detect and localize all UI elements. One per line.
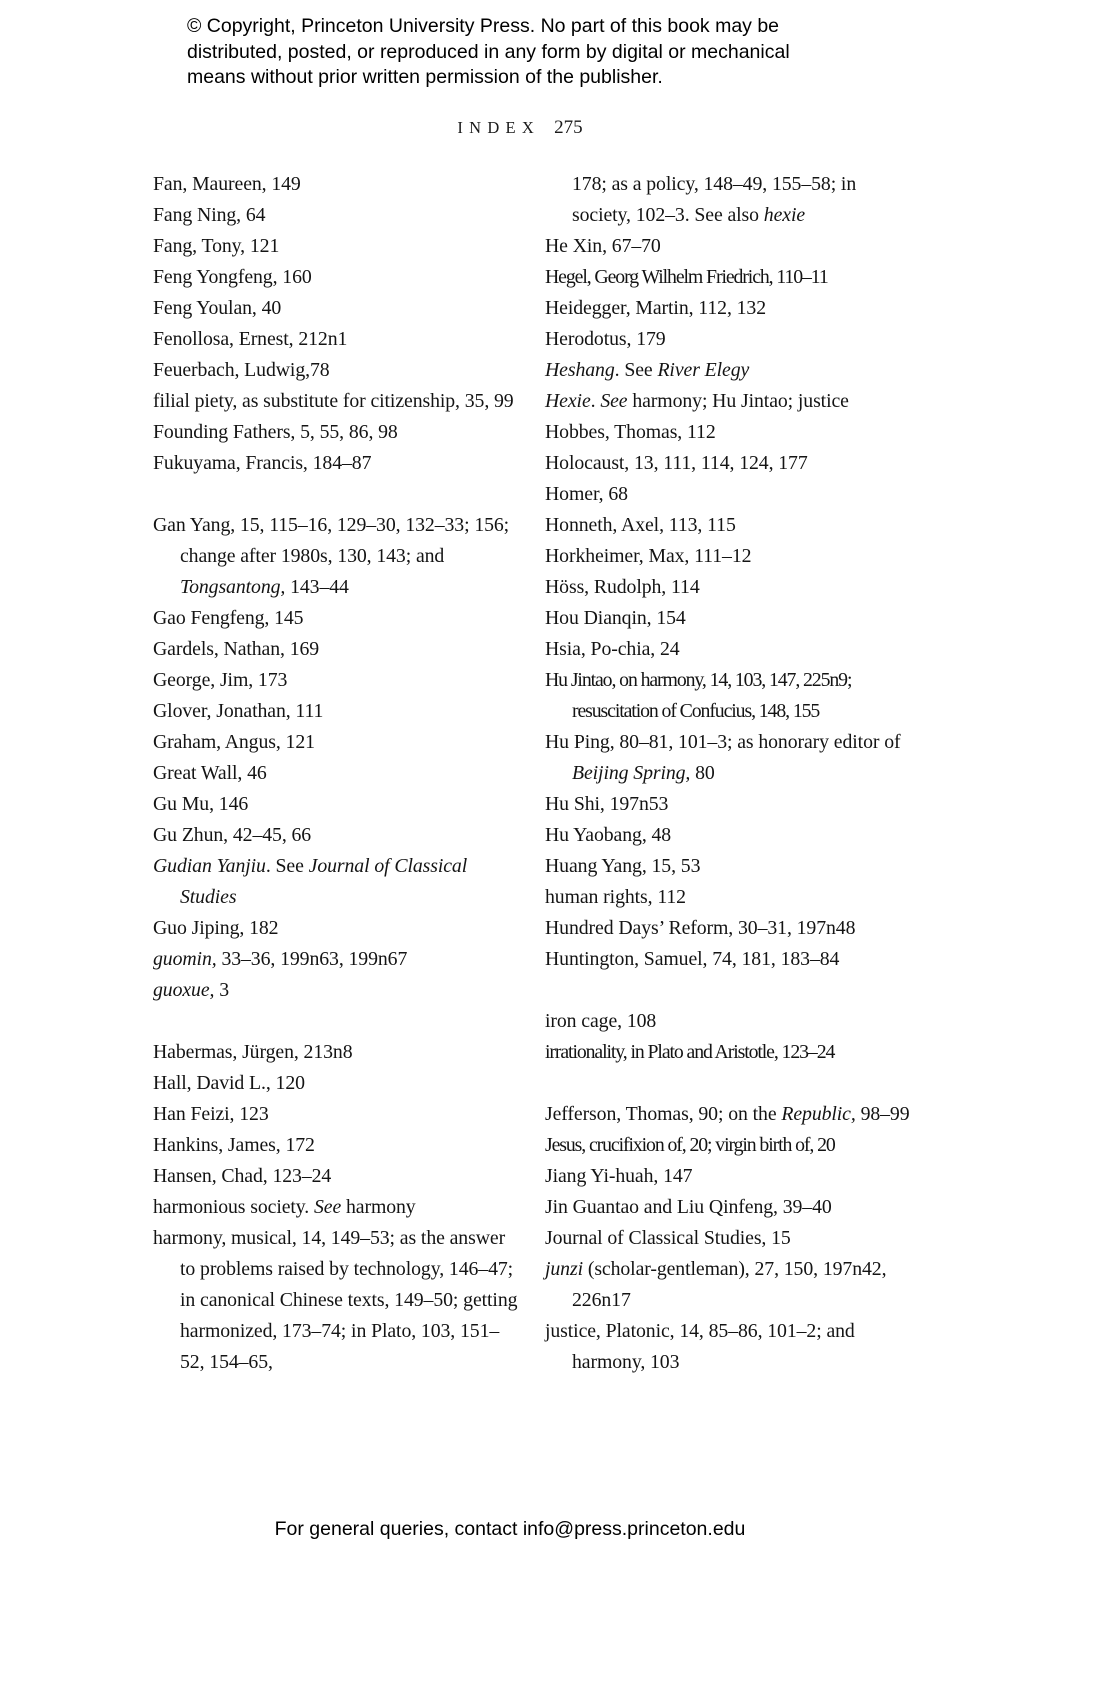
index-entry xyxy=(153,1130,519,1161)
entry-segment: Glover, Jonathan, 111 xyxy=(153,699,324,722)
index-entry xyxy=(545,944,911,975)
index-entry xyxy=(153,820,519,851)
entry-segment: Heshang xyxy=(545,358,615,381)
entry-segment: He Xin, 67–70 xyxy=(545,234,661,257)
entry-segment: George, Jim, 173 xyxy=(153,668,288,691)
index-entry xyxy=(545,1192,911,1223)
index-entry xyxy=(153,851,519,913)
index-entry xyxy=(545,1099,911,1130)
entry-segment: filial piety, as substitute for citizenship, 35, 99 xyxy=(153,389,514,412)
entry-segment: See xyxy=(600,389,628,412)
entry-segment: Han Feizi, 123 xyxy=(153,1102,269,1125)
index-entry xyxy=(545,665,911,727)
index-entry xyxy=(545,851,911,882)
index-entry xyxy=(545,603,911,634)
index-entry xyxy=(545,1254,911,1316)
entry-segment: (scholar-gentleman), 27, 150, 197n42, 226n17 xyxy=(572,1257,887,1311)
index-entry xyxy=(153,913,519,944)
index-column-left xyxy=(153,169,519,1378)
section-gap xyxy=(153,1006,519,1037)
entry-segment: . See xyxy=(265,854,309,877)
index-entry xyxy=(545,541,911,572)
index-entry xyxy=(545,479,911,510)
index-entry xyxy=(545,727,911,789)
entry-segment: Founding Fathers, 5, 55, 86, 98 xyxy=(153,420,398,443)
index-entry xyxy=(545,1223,911,1254)
index-entry xyxy=(153,789,519,820)
index-entry xyxy=(153,1099,519,1130)
footer-queries: For general queries, contact info@press.princeton.edu xyxy=(274,1518,746,1540)
section-gap xyxy=(545,1068,911,1099)
index-entry xyxy=(153,634,519,665)
index-entry xyxy=(153,386,519,417)
index-entry xyxy=(153,200,519,231)
index-entry xyxy=(545,913,911,944)
index-entry xyxy=(153,324,519,355)
entry-segment: Hu Shi, 197n53 xyxy=(545,792,669,815)
entry-segment: junzi xyxy=(545,1257,583,1280)
entry-segment: Journal of Classical Studies, 15 xyxy=(545,1226,791,1249)
entry-segment: Habermas, Jürgen, 213n8 xyxy=(153,1040,353,1063)
page-number: 275 xyxy=(554,116,583,138)
index-entry xyxy=(545,789,911,820)
entry-segment: Gu Mu, 146 xyxy=(153,792,249,815)
entry-segment: harmony, musical, 14, 149–53; as the answer to problems raised by technology, 146–47; in canonical Chinese texts, 149–50; getting harmonized, 173–74; in Plato, 103, 151–52, 154–65, xyxy=(153,1226,518,1373)
entry-segment: harmonious society. xyxy=(153,1195,314,1218)
index-entry xyxy=(153,1037,519,1068)
entry-segment: Feng Yongfeng, 160 xyxy=(153,265,312,288)
index-entry xyxy=(153,293,519,324)
entry-segment: Honneth, Axel, 113, 115 xyxy=(545,513,736,536)
index-entry xyxy=(545,820,911,851)
entry-segment: 143–44 xyxy=(285,575,349,598)
index-entry xyxy=(153,1223,519,1378)
entry-segment: Horkheimer, Max, 111–12 xyxy=(545,544,752,567)
entry-segment: 3 xyxy=(214,978,230,1001)
entry-segment: Jesus, crucifixion of, 20; virgin birth of, 20 xyxy=(545,1133,835,1156)
entry-segment: Gudian Yanjiu xyxy=(153,854,266,877)
index-entry xyxy=(545,417,911,448)
index-entry xyxy=(153,975,519,1006)
entry-segment: Feuerbach, Ludwig,78 xyxy=(153,358,330,381)
index-columns xyxy=(153,169,911,1378)
entry-segment: Gan Yang, 15, 115–16, 129–30, 132–33; 156; change after 1980s, 130, 143; and xyxy=(153,513,510,567)
index-entry xyxy=(545,1161,911,1192)
entry-segment: Hall, David L., 120 xyxy=(153,1071,305,1094)
entry-segment: Fukuyama, Francis, 184–87 xyxy=(153,451,372,474)
entry-segment: Gardels, Nathan, 169 xyxy=(153,637,320,660)
copyright-notice: © Copyright, Princeton University Press. No part of this book may be distributed, posted, or reproduced in any form by digital or mechanical means without prior written permission of the publisher. xyxy=(187,15,790,88)
index-entry xyxy=(545,448,911,479)
entry-segment: Journal of Classical Studies xyxy=(180,854,468,908)
entry-segment: Gu Zhun, 42–45, 66 xyxy=(153,823,312,846)
entry-segment: Guo Jiping, 182 xyxy=(153,916,279,939)
entry-segment: Hansen, Chad, 123–24 xyxy=(153,1164,332,1187)
index-heading: INDEX xyxy=(457,117,541,137)
entry-segment: Beijing Spring, xyxy=(572,761,691,784)
section-gap xyxy=(545,975,911,1006)
index-entry xyxy=(153,758,519,789)
entry-segment: 98–99 xyxy=(855,1102,910,1125)
entry-segment: Höss, Rudolph, 114 xyxy=(545,575,700,598)
index-entry xyxy=(545,231,911,262)
entry-segment: Hankins, James, 172 xyxy=(153,1133,315,1156)
entry-segment: Fang Ning, 64 xyxy=(153,203,266,226)
index-entry xyxy=(545,355,911,386)
section-gap xyxy=(153,479,519,510)
entry-segment: human rights, 112 xyxy=(545,885,686,908)
entry-segment: See xyxy=(313,1195,342,1218)
entry-segment: Jin Guantao and Liu Qinfeng, 39–40 xyxy=(545,1195,832,1218)
index-entry xyxy=(545,1006,911,1037)
entry-segment: Hu Ping, 80–81, 101–3; as honorary editor of xyxy=(545,730,901,753)
index-entry xyxy=(153,355,519,386)
index-entry xyxy=(545,1130,911,1161)
entry-segment: guoxue, xyxy=(153,978,215,1001)
entry-segment: Fan, Maureen, 149 xyxy=(153,172,301,195)
entry-segment: Hu Jintao, on harmony, 14, 103, 147, 225n9; resuscitation of Confucius, 148, 155 xyxy=(545,668,852,722)
index-entry xyxy=(153,448,519,479)
index-entry xyxy=(545,1037,911,1068)
index-entry xyxy=(153,1068,519,1099)
entry-segment: Heidegger, Martin, 112, 132 xyxy=(545,296,767,319)
entry-segment: 33–36, 199n63, 199n67 xyxy=(216,947,408,970)
entry-segment: iron cage, 108 xyxy=(545,1009,657,1032)
entry-segment: irrationality, in Plato and Aristotle, 123–24 xyxy=(545,1040,835,1063)
entry-segment: Hsia, Po-chia, 24 xyxy=(545,637,680,660)
entry-segment: Hu Yaobang, 48 xyxy=(545,823,672,846)
index-entry xyxy=(545,293,911,324)
entry-segment: harmony xyxy=(341,1195,416,1218)
index-entry xyxy=(153,696,519,727)
index-entry xyxy=(545,510,911,541)
entry-segment: Great Wall, 46 xyxy=(153,761,267,784)
index-entry xyxy=(153,1161,519,1192)
entry-segment: Huang Yang, 15, 53 xyxy=(545,854,701,877)
entry-segment: Hundred Days’ Reform, 30–31, 197n48 xyxy=(545,916,856,939)
index-entry xyxy=(153,169,519,200)
entry-segment: Feng Youlan, 40 xyxy=(153,296,282,319)
entry-segment: Hexie xyxy=(545,389,591,412)
entry-segment: Homer, 68 xyxy=(545,482,628,505)
entry-segment: 178; as a policy, 148–49, 155–58; in society, 102–3. See also xyxy=(572,172,857,226)
entry-segment: justice, Platonic, 14, 85–86, 101–2; and harmony, 103 xyxy=(545,1319,855,1373)
entry-segment: River Elegy xyxy=(657,358,750,381)
index-entry xyxy=(545,882,911,913)
entry-segment: Jefferson, Thomas, 90; on the xyxy=(545,1102,782,1125)
entry-segment: Hegel, Georg Wilhelm Friedrich, 110–11 xyxy=(545,265,828,288)
index-entry xyxy=(153,665,519,696)
index-entry xyxy=(153,510,519,603)
entry-segment: Hou Dianqin, 154 xyxy=(545,606,686,629)
index-entry xyxy=(545,262,911,293)
entry-segment: Holocaust, 13, 111, 114, 124, 177 xyxy=(545,451,808,474)
entry-segment: . See xyxy=(614,358,658,381)
entry-segment: Jiang Yi-huah, 147 xyxy=(545,1164,693,1187)
entry-segment: Fang, Tony, 121 xyxy=(153,234,280,257)
entry-segment: Herodotus, 179 xyxy=(545,327,666,350)
running-head xyxy=(0,117,1040,139)
entry-segment: Huntington, Samuel, 74, 181, 183–84 xyxy=(545,947,840,970)
index-entry xyxy=(153,603,519,634)
entry-segment: Republic, xyxy=(781,1102,856,1125)
entry-segment: Hobbes, Thomas, 112 xyxy=(545,420,716,443)
index-entry xyxy=(153,417,519,448)
index-entry xyxy=(153,944,519,975)
index-entry xyxy=(153,231,519,262)
entry-segment: guomin, xyxy=(153,947,217,970)
entry-segment: . xyxy=(590,389,601,412)
index-entry xyxy=(153,727,519,758)
index-entry xyxy=(153,262,519,293)
index-column-right xyxy=(545,169,911,1378)
index-entry xyxy=(545,1316,911,1378)
entry-segment: hexie xyxy=(763,203,806,226)
index-entry xyxy=(545,572,911,603)
index-entry xyxy=(545,324,911,355)
index-entry xyxy=(545,386,911,417)
entry-segment: Fenollosa, Ernest, 212n1 xyxy=(153,327,348,350)
index-entry xyxy=(153,1192,519,1223)
entry-segment: Graham, Angus, 121 xyxy=(153,730,315,753)
index-entry xyxy=(545,169,911,231)
entry-segment: Tongsantong, xyxy=(180,575,286,598)
entry-segment: harmony; Hu Jintao; justice xyxy=(627,389,849,412)
index-entry xyxy=(545,634,911,665)
entry-segment: 80 xyxy=(690,761,715,784)
entry-segment: Gao Fengfeng, 145 xyxy=(153,606,304,629)
